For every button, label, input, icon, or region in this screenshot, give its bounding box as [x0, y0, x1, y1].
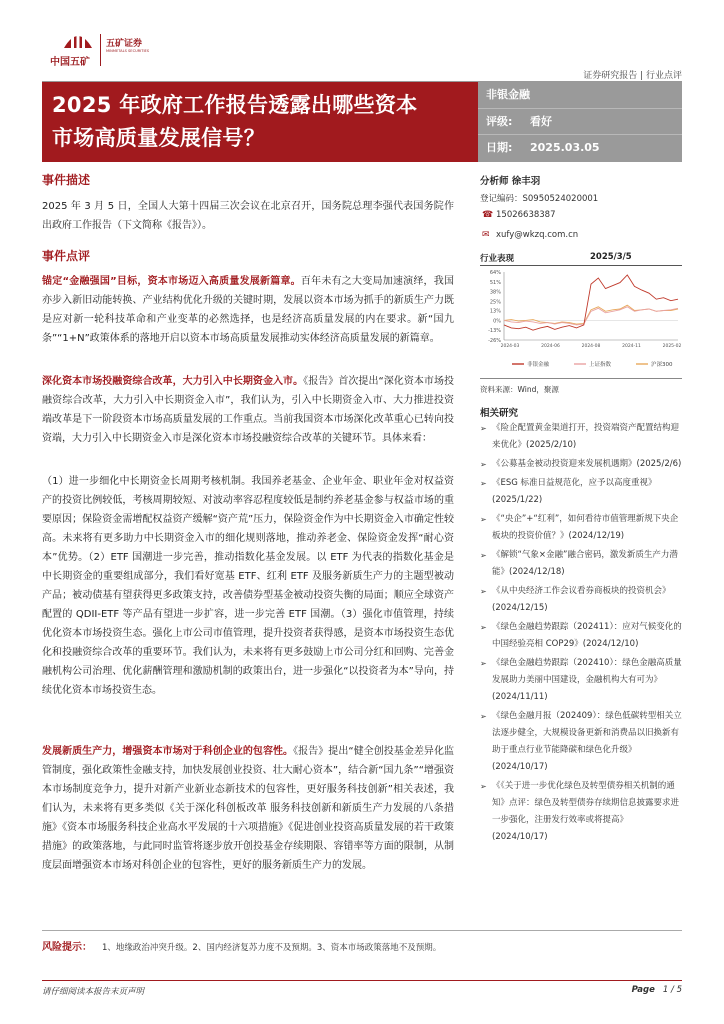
paragraph-3: （1）进一步细化中长期资金长周期考核机制。我国养老基金、企业年金、职业年金对权益资产的投资比例较低，考核周期较短、对波动率容忍程度较低是制约养老基金参与权益市场的重要原因；保险资金需增配权益资产缓解“资产荒”压力，保险资金作为中长期资金入市确定性较高。未来将有更多助力中长期资金入市的细化规则落地，推动养老金、保险资金发挥“耐心资本”优势。（2）ETF 国潮进一步完善，推动指数化基金发展。以 ETF 为代表的指数化基金是中长期资金的重要组成部分，我们看好宽基 ETF、红利 ETF 及服务新质生产力的主题型被动产品；被动债基有望获得更多政策支持，改善债券型基金被动投资失衡的局面；顺应全球资产配置的 QDII-ETF 等产品有望进一步扩容，进一步完善 ETF 国潮。（3）强化市值管理，持续优化资本市场投资生态。强化上市公司市值管理，提升投资者获得感，是资本市场投资生态优化和投融资综合改革的重要环节。我们认为，未来将有更多鼓励上市公司分红和回购、完善金融机构公司治理、优化薪酬管理和激励机制的政策出台，进一步强化“以投资者为本”导向，持续优化资本市场投资生态。: [42, 476, 454, 696]
risk-text: 1、地缘政治冲突升级。2、国内经济复苏力度不及预期。3、资本市场政策落地不及预期。: [102, 943, 442, 953]
title-line-2: 市场高质量发展信号？: [52, 126, 265, 150]
chart-bottom-rule: [480, 378, 682, 379]
footer-disclaimer[interactable]: 请仔细阅读本报告末页声明: [42, 987, 145, 997]
related-heading: 相关研究: [480, 408, 519, 419]
y-tick-label: -26%: [488, 338, 501, 344]
comment-heading: 事件点评: [42, 249, 91, 263]
y-tick-label: 0%: [493, 318, 501, 325]
paragraph-2-highlight: 深化资本市场投融资综合改革，大力引入中长期资金入市。: [42, 376, 304, 387]
report-title: [52, 89, 470, 155]
phone-icon: ☎: [482, 210, 494, 220]
page-label: Page: [631, 985, 655, 995]
report-type: 证券研究报告 | 行业点评: [583, 71, 682, 81]
source-note: 资料来源：Wind，聚源: [480, 385, 559, 394]
risk-warning: [42, 938, 441, 953]
email-value[interactable]: xufy@wkzq.com.cn: [496, 230, 579, 240]
analyst-email[interactable]: [482, 230, 578, 240]
risk-divider: [42, 930, 682, 931]
analyst-name: 分析师 徐丰羽: [480, 176, 541, 187]
rating-value: 看好: [530, 114, 552, 128]
rating-label: 评级:: [486, 114, 513, 128]
x-tick-label: 2024-06: [541, 344, 560, 349]
page-indicator: [632, 985, 682, 995]
related-item[interactable]: ➢ 《ESG 标准日益规范化，应予以高度重视》(2025/1/22): [480, 475, 682, 509]
rating-panel: [478, 82, 682, 162]
rating-row: [478, 109, 682, 136]
related-research-list: [480, 420, 682, 848]
related-item[interactable]: ➢ 《《关于进一步优化绿色及转型债券相关机制的通知》点评：绿色及转型债券存续期信息披露要求进一步强化，注册发行效率或将提高》(2024/10/17): [480, 778, 682, 846]
company-logo: [42, 28, 162, 72]
related-item[interactable]: ➢ 《解锁“气象×金融”融合密码，激发新质生产力潜能》(2024/12/18): [480, 547, 682, 581]
chart-title: 行业表现: [480, 254, 515, 264]
y-tick-label: 38%: [489, 289, 501, 296]
group-name: 中国五矿: [50, 57, 90, 68]
related-item[interactable]: ➢ 《“央企”+“红利”，如何看待市值管理新规下央企板块的投资价值？》(2024/12/19): [480, 511, 682, 545]
email-icon: ✉: [482, 230, 490, 240]
industry-name: 非银金融: [486, 88, 530, 101]
paragraph-2: [42, 372, 454, 448]
related-item[interactable]: ➢ 《险企配置黄金渠道打开，投资端资产配置结构迎来优化》(2025/2/10): [480, 420, 682, 454]
analyst-registration: 登记编码：S0950524020001: [480, 194, 599, 204]
legend-label: 非银金融: [527, 362, 550, 368]
title-banner: [42, 82, 478, 162]
related-item[interactable]: ➢ 《从中央经济工作会议看券商板块的投资机会》(2024/12/15): [480, 583, 682, 617]
y-tick-label: 25%: [489, 299, 501, 306]
y-tick-label: 64%: [489, 270, 501, 276]
legend-label: 上证指数: [589, 362, 612, 368]
related-item[interactable]: ➢ 《公募基金被动投资迎来发展机遇期》(2025/2/6): [480, 456, 682, 473]
footer-divider: [42, 980, 682, 981]
paragraph-4-highlight: 发展新质生产力，增强资本市场对于科创企业的包容性。: [42, 746, 294, 757]
risk-heading: 风险提示：: [42, 942, 92, 953]
title-line-1: 2025 年政府工作报告透露出哪些资本: [52, 93, 418, 117]
page-number: 1 / 5: [662, 985, 682, 995]
event-text: 2025 年 3 月 5 日，全国人大第十四届三次会议在北京召开，国务院总理李强代表国务院作出政府工作报告（下文简称《报告》）。: [42, 201, 454, 231]
event-heading: 事件描述: [42, 173, 91, 187]
paragraph-2-text: 《报告》首次提出“深化资本市场投融资综合改革，大力引入中长期资金入市”，我们认为，引入中长期资金入市、大力推进投资端改革是下一阶段资本市场高质量发展的工作重点。当前我国资本市场深化改革重心已转向投资端，大力引入中长期资金入市是深化资本市场投融资综合改革的关键环节。具体来看：: [42, 376, 454, 444]
y-tick-label: 51%: [489, 279, 501, 286]
phone-value: 15026638387: [496, 210, 556, 220]
legend-label: 沪深300: [651, 362, 673, 368]
logo-emblem-icon: [62, 28, 94, 50]
x-tick-label: 2025-02: [662, 344, 682, 349]
y-tick-label: 13%: [489, 308, 501, 315]
related-item[interactable]: ➢ 《绿色金融趋势跟踪（202410）：绿色金融高质量发展助力美丽中国建设，金融机构大有可为》(2024/11/11): [480, 655, 682, 706]
date-label: 日期:: [486, 141, 513, 155]
date-value: 2025.03.05: [530, 141, 600, 155]
related-item[interactable]: ➢ 《绿色金融月报（202409）：绿色低碳转型相关立法逐步健全，大规模设备更新和消费品以旧换新有助于重点行业节能降碳和绿色化升级》(2024/10/17): [480, 708, 682, 776]
x-tick-label: 2024-11: [622, 344, 641, 349]
securities-en: MINMETALS SECURITIES: [106, 49, 150, 53]
chart-date: 2025/3/5: [590, 252, 632, 262]
industry-row: [478, 82, 682, 109]
paragraph-4: [42, 742, 454, 875]
x-tick-label: 2024-03: [500, 344, 520, 349]
paragraph-1-highlight: 锚定“金融强国”目标，资本市场迈入高质量发展新篇章。: [42, 276, 301, 287]
logo-divider: [100, 34, 101, 66]
analyst-phone: [482, 210, 556, 220]
date-row: [478, 135, 682, 162]
y-tick-label: -13%: [488, 328, 501, 335]
x-tick-label: 2024-08: [581, 344, 601, 349]
industry-performance-chart: [480, 266, 682, 376]
paragraph-1: [42, 272, 454, 348]
paragraph-4-text: 《报告》提出“健全创投基金差异化监管制度，强化政策性金融支持，加快发展创业投资、壮大耐心资本”，结合新“国九条”“增强资本市场制度竞争力，提升对新产业新业态新技术的包容性，更好服务科技创新”相关表述，我们认为，未来将有更多类似《关于深化科创板改革 服务科技创新和新质生产力发展的八条措施》《资本市场服务科技企业高水平发展的十六项措施》《促进创业投资高质量发展的若干政策措施》的政策落地，与此同时监管将逐步放开创投基金存续期限、容错率等方面的限制，从制度层面增强资本市场对科创企业的包容性，更好的服务新质生产力的发展。: [42, 746, 454, 871]
related-item[interactable]: ➢ 《绿色金融趋势跟踪（202411）：应对气候变化的中国经验亮相 COP29》(2024/12/10): [480, 619, 682, 653]
securities-name: 五矿证券: [106, 39, 143, 49]
paragraph-1-text: 百年未有之大变局加速演绎，我国亦步入新旧动能转换、产业结构优化升级的关键时期，发展以资本市场为抓手的新质生产力既是应对新一轮科技革命和产业变革的必然选择，也是经济高质量发展的内在要求。新“国九条”“1+N”政策体系的落地开启以资本市场高质量发展推动实体经济高质量发展的新篇章。: [42, 276, 455, 344]
